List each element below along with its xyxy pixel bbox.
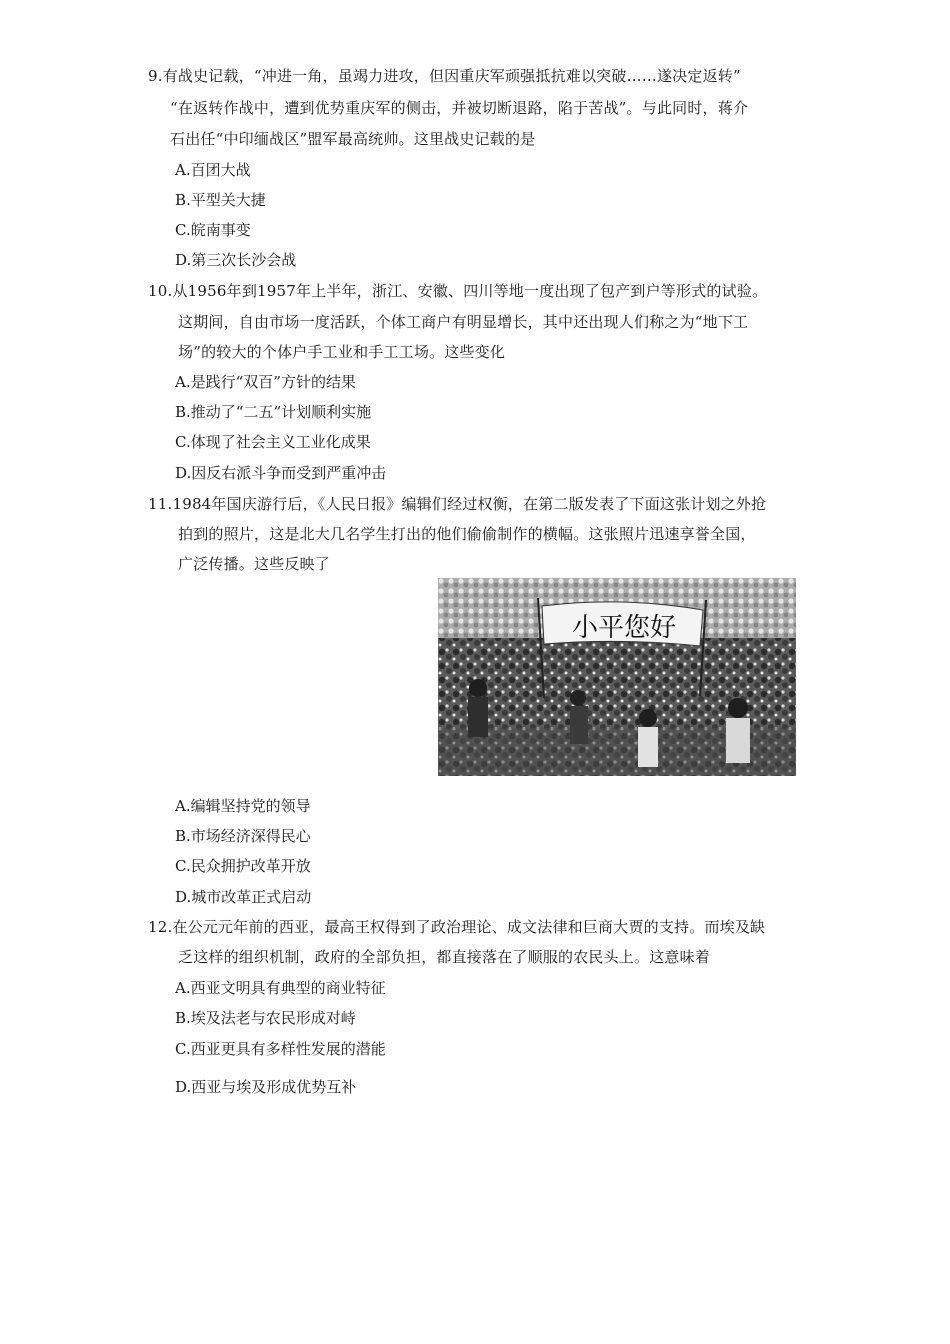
question-9-option-c: C.皖南事变 [175, 221, 251, 239]
question-12-option-d: D.西亚与埃及形成优势互补 [175, 1078, 357, 1096]
question-10-option-d: D.因反右派斗争而受到严重冲击 [175, 464, 387, 482]
question-12-line-1: 12.在公元元年前的西亚，最高王权得到了政治理论、成文法律和巨商大贾的支持。而埃及缺 [148, 918, 766, 936]
question-10-option-a: A.是践行“双百”方针的结果 [175, 373, 356, 391]
question-10-option-c: C.体现了社会主义工业化成果 [175, 433, 371, 451]
question-12-option-a: A.西亚文明具有典型的商业特征 [175, 979, 386, 997]
crowd-banner-photo [438, 578, 796, 776]
question-11-option-a: A.编辑坚持党的领导 [175, 797, 311, 815]
crowd-photo-illustration [438, 578, 796, 776]
question-11-option-b: B.市场经济深得民心 [175, 827, 311, 845]
question-11-option-c: C.民众拥护改革开放 [175, 857, 311, 875]
question-12-option-c: C.西亚更具有多样性发展的潜能 [175, 1040, 386, 1058]
question-11-option-d: D.城市改革正式启动 [175, 888, 312, 906]
question-9-option-b: B.平型关大捷 [175, 191, 266, 209]
question-9-line-2: “在返转作战中，遭到优势重庆军的侧击，并被切断退路，陷于苦战”。与此同时，蒋介 [170, 99, 749, 117]
question-9-option-a: A.百团大战 [175, 161, 251, 179]
question-11-line-1: 11.1984年国庆游行后，《人民日报》编辑们经过权衡，在第二版发表了下面这张计划之外抢 [148, 495, 767, 513]
question-11-line-2: 拍到的照片，这是北大几名学生打出的他们偷偷制作的横幅。这张照片迅速享誉全国， [178, 525, 756, 543]
question-10-option-b: B.推动了“二五”计划顺利实施 [175, 403, 372, 421]
question-12-line-2: 乏这样的组织机制，政府的全部负担，都直接落在了顺服的农民头上。这意味着 [178, 948, 711, 966]
question-9-line-3: 石出任“中印缅战区”盟军最高统帅。这里战史记载的是 [170, 130, 536, 148]
question-12-option-b: B.埃及法老与农民形成对峙 [175, 1009, 356, 1027]
question-11-line-3: 广泛传播。这些反映了 [178, 555, 331, 573]
question-10-line-2: 这期间，自由市场一度活跃，个体工商户有明显增长，其中还出现人们称之为“地下工 [178, 313, 749, 331]
question-10-line-1: 10.从1956年到1957年上半年，浙江、安徽、四川等地一度出现了包产到户等形式的试验。 [148, 282, 768, 300]
banner-text: 小平您好 [571, 613, 677, 643]
question-10-line-3: 场”的较大的个体户手工业和手工工场。这些变化 [178, 343, 506, 361]
question-9-option-d: D.第三次长沙会战 [175, 251, 297, 269]
question-9-line-1: 9.有战史记载，“冲进一角，虽竭力进攻，但因重庆军顽强抵抗难以突破……遂决定返转” [148, 67, 741, 85]
